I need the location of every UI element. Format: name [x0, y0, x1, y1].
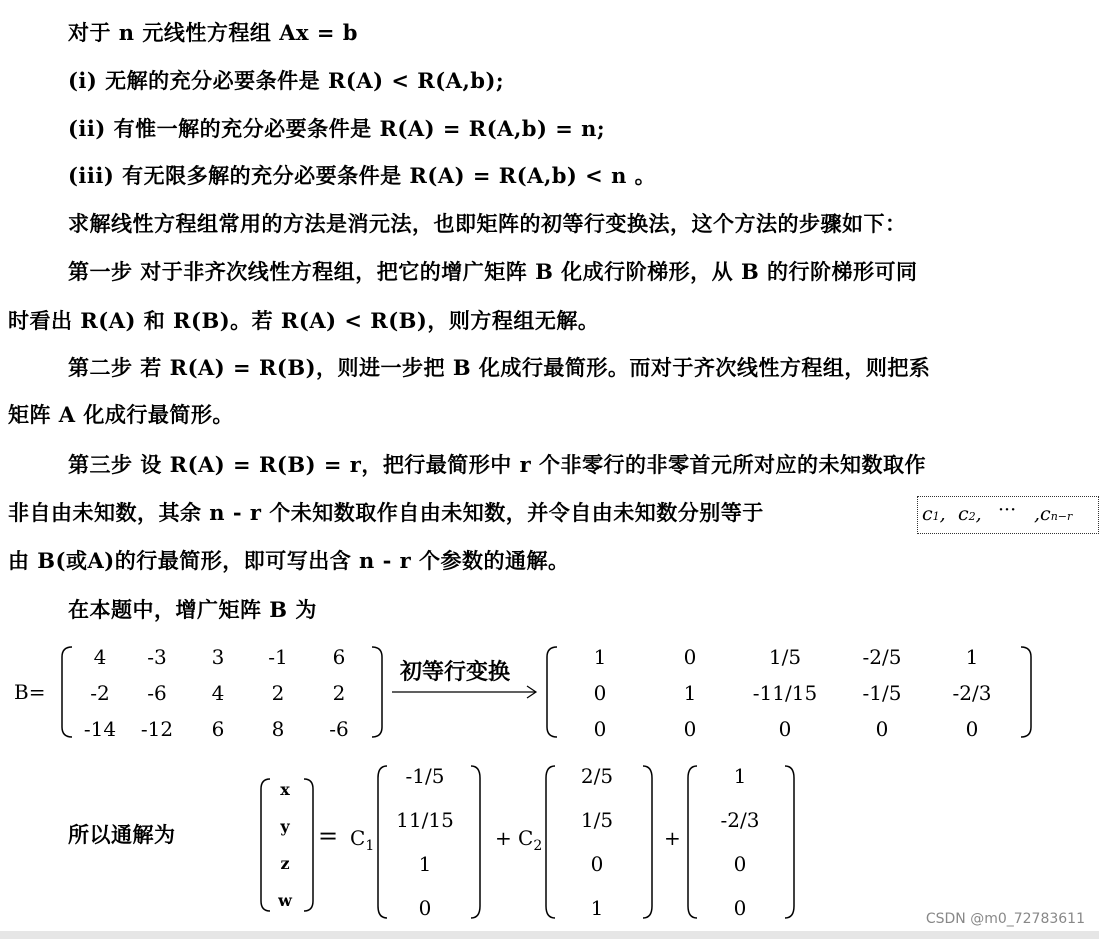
vector-entry: 11/15 [396, 808, 454, 832]
matrix-cell: 1/5 [768, 645, 802, 669]
matrix-cell: 1 [965, 645, 979, 669]
bottom-scrollbar[interactable] [0, 931, 1099, 939]
matrix-cell: 1 [683, 681, 697, 705]
matrix-cell: -1/5 [862, 681, 902, 705]
matrix-cell: 8 [271, 717, 285, 741]
vector-entry: 2/5 [580, 764, 614, 788]
matrix-cell: 2 [332, 681, 346, 705]
line-this-problem: 在本题中，增广矩阵 B 为 [68, 597, 317, 622]
plus-sign-2: + [664, 826, 681, 850]
vector-entry: 1/5 [580, 808, 614, 832]
matrix-cell: 6 [211, 717, 225, 741]
matrix-cell: -2 [90, 681, 110, 705]
line-intro: 对于 n 元线性方程组 Ax = b [68, 20, 358, 45]
matrix-cell: 0 [683, 717, 697, 741]
free-variables-box: c1, c2, ··· ,cn−r [917, 496, 1099, 534]
matrix-cell: 0 [875, 717, 889, 741]
matrix-cell: 0 [965, 717, 979, 741]
vector-entry: -2/3 [720, 808, 760, 832]
line-condition-unique: (ii) 有惟一解的充分必要条件是 R(A) = R(A,b) = n; [68, 116, 606, 141]
vector-entry: 1 [733, 764, 747, 788]
matrix-cell: 6 [332, 645, 346, 669]
matrix-cell: -11/15 [752, 681, 818, 705]
line-step2-b: 矩阵 A 化成行最简形。 [8, 402, 234, 427]
arrow-label: 初等行变换 [400, 659, 511, 685]
matrix-cell: -2/5 [862, 645, 902, 669]
line-method: 求解线性方程组常用的方法是消元法，也即矩阵的初等行变换法，这个方法的步骤如下： [68, 211, 907, 236]
solution-label: 所以通解为 [68, 822, 176, 847]
plus-sign-1: + [495, 826, 512, 850]
equals-sign: = [318, 822, 339, 850]
line-step3-a: 第三步 设 R(A) = R(B) = r，把行最简形中 r 个非零行的非零首元所对应的未知数取作 [68, 452, 926, 477]
vector-entry: x [280, 780, 290, 799]
matrix-cell: 0 [778, 717, 792, 741]
matrix-cell: 0 [683, 645, 697, 669]
matrix-label: B= [14, 680, 46, 704]
coef-c1: $C_1$ [350, 826, 375, 854]
vector-entry: 0 [590, 852, 604, 876]
line-condition-infinite: (iii) 有无限多解的充分必要条件是 R(A) = R(A,b) < n 。 [68, 163, 657, 188]
vector-entry: -1/5 [405, 764, 445, 788]
matrix-cell: 0 [593, 717, 607, 741]
line-step2-a: 第二步 若 R(A) = R(B)，则进一步把 B 化成行最简形。而对于齐次线性方程组，则把系 [68, 355, 931, 380]
vector-entry: w [278, 891, 292, 910]
vector-entry: 1 [418, 852, 432, 876]
coef-c2: $C_2$ [518, 826, 543, 854]
matrix-cell: 3 [211, 645, 225, 669]
vector-entry: 1 [590, 896, 604, 920]
matrix-cell: 0 [593, 681, 607, 705]
matrix-cell: -6 [329, 717, 349, 741]
vector-entry: 0 [733, 896, 747, 920]
matrix-cell: 2 [271, 681, 285, 705]
matrix-cell: -14 [83, 717, 117, 741]
vector-entry: 0 [733, 852, 747, 876]
matrix-cell: 4 [211, 681, 225, 705]
matrix-cell: -12 [140, 717, 174, 741]
matrix-cell: -2/3 [952, 681, 992, 705]
line-step1-b: 时看出 R(A) 和 R(B)。若 R(A) < R(B)，则方程组无解。 [8, 308, 600, 333]
matrix-cell: -3 [147, 645, 167, 669]
watermark: CSDN @m0_72783611 [925, 911, 1085, 927]
line-step1-a: 第一步 对于非齐次线性方程组，把它的增广矩阵 B 化成行阶梯形，从 B 的行阶梯形可同 [68, 259, 918, 284]
vector-entry: 0 [418, 896, 432, 920]
matrix-cell: -6 [147, 681, 167, 705]
line-step3-b: 非自由未知数，其余 n - r 个未知数取作自由未知数，并令自由未知数分别等于 [8, 500, 764, 525]
vector-entry: y [280, 817, 290, 836]
vector-entry: z [280, 854, 290, 873]
arrow-icon [390, 682, 540, 702]
line-condition-no-solution: (i) 无解的充分必要条件是 R(A) < R(A,b); [68, 68, 505, 93]
matrix-cell: 1 [593, 645, 607, 669]
line-step3-c: 由 B(或A)的行最简形，即可写出含 n - r 个参数的通解。 [8, 548, 570, 573]
matrix-cell: -1 [268, 645, 288, 669]
matrix-cell: 4 [93, 645, 107, 669]
